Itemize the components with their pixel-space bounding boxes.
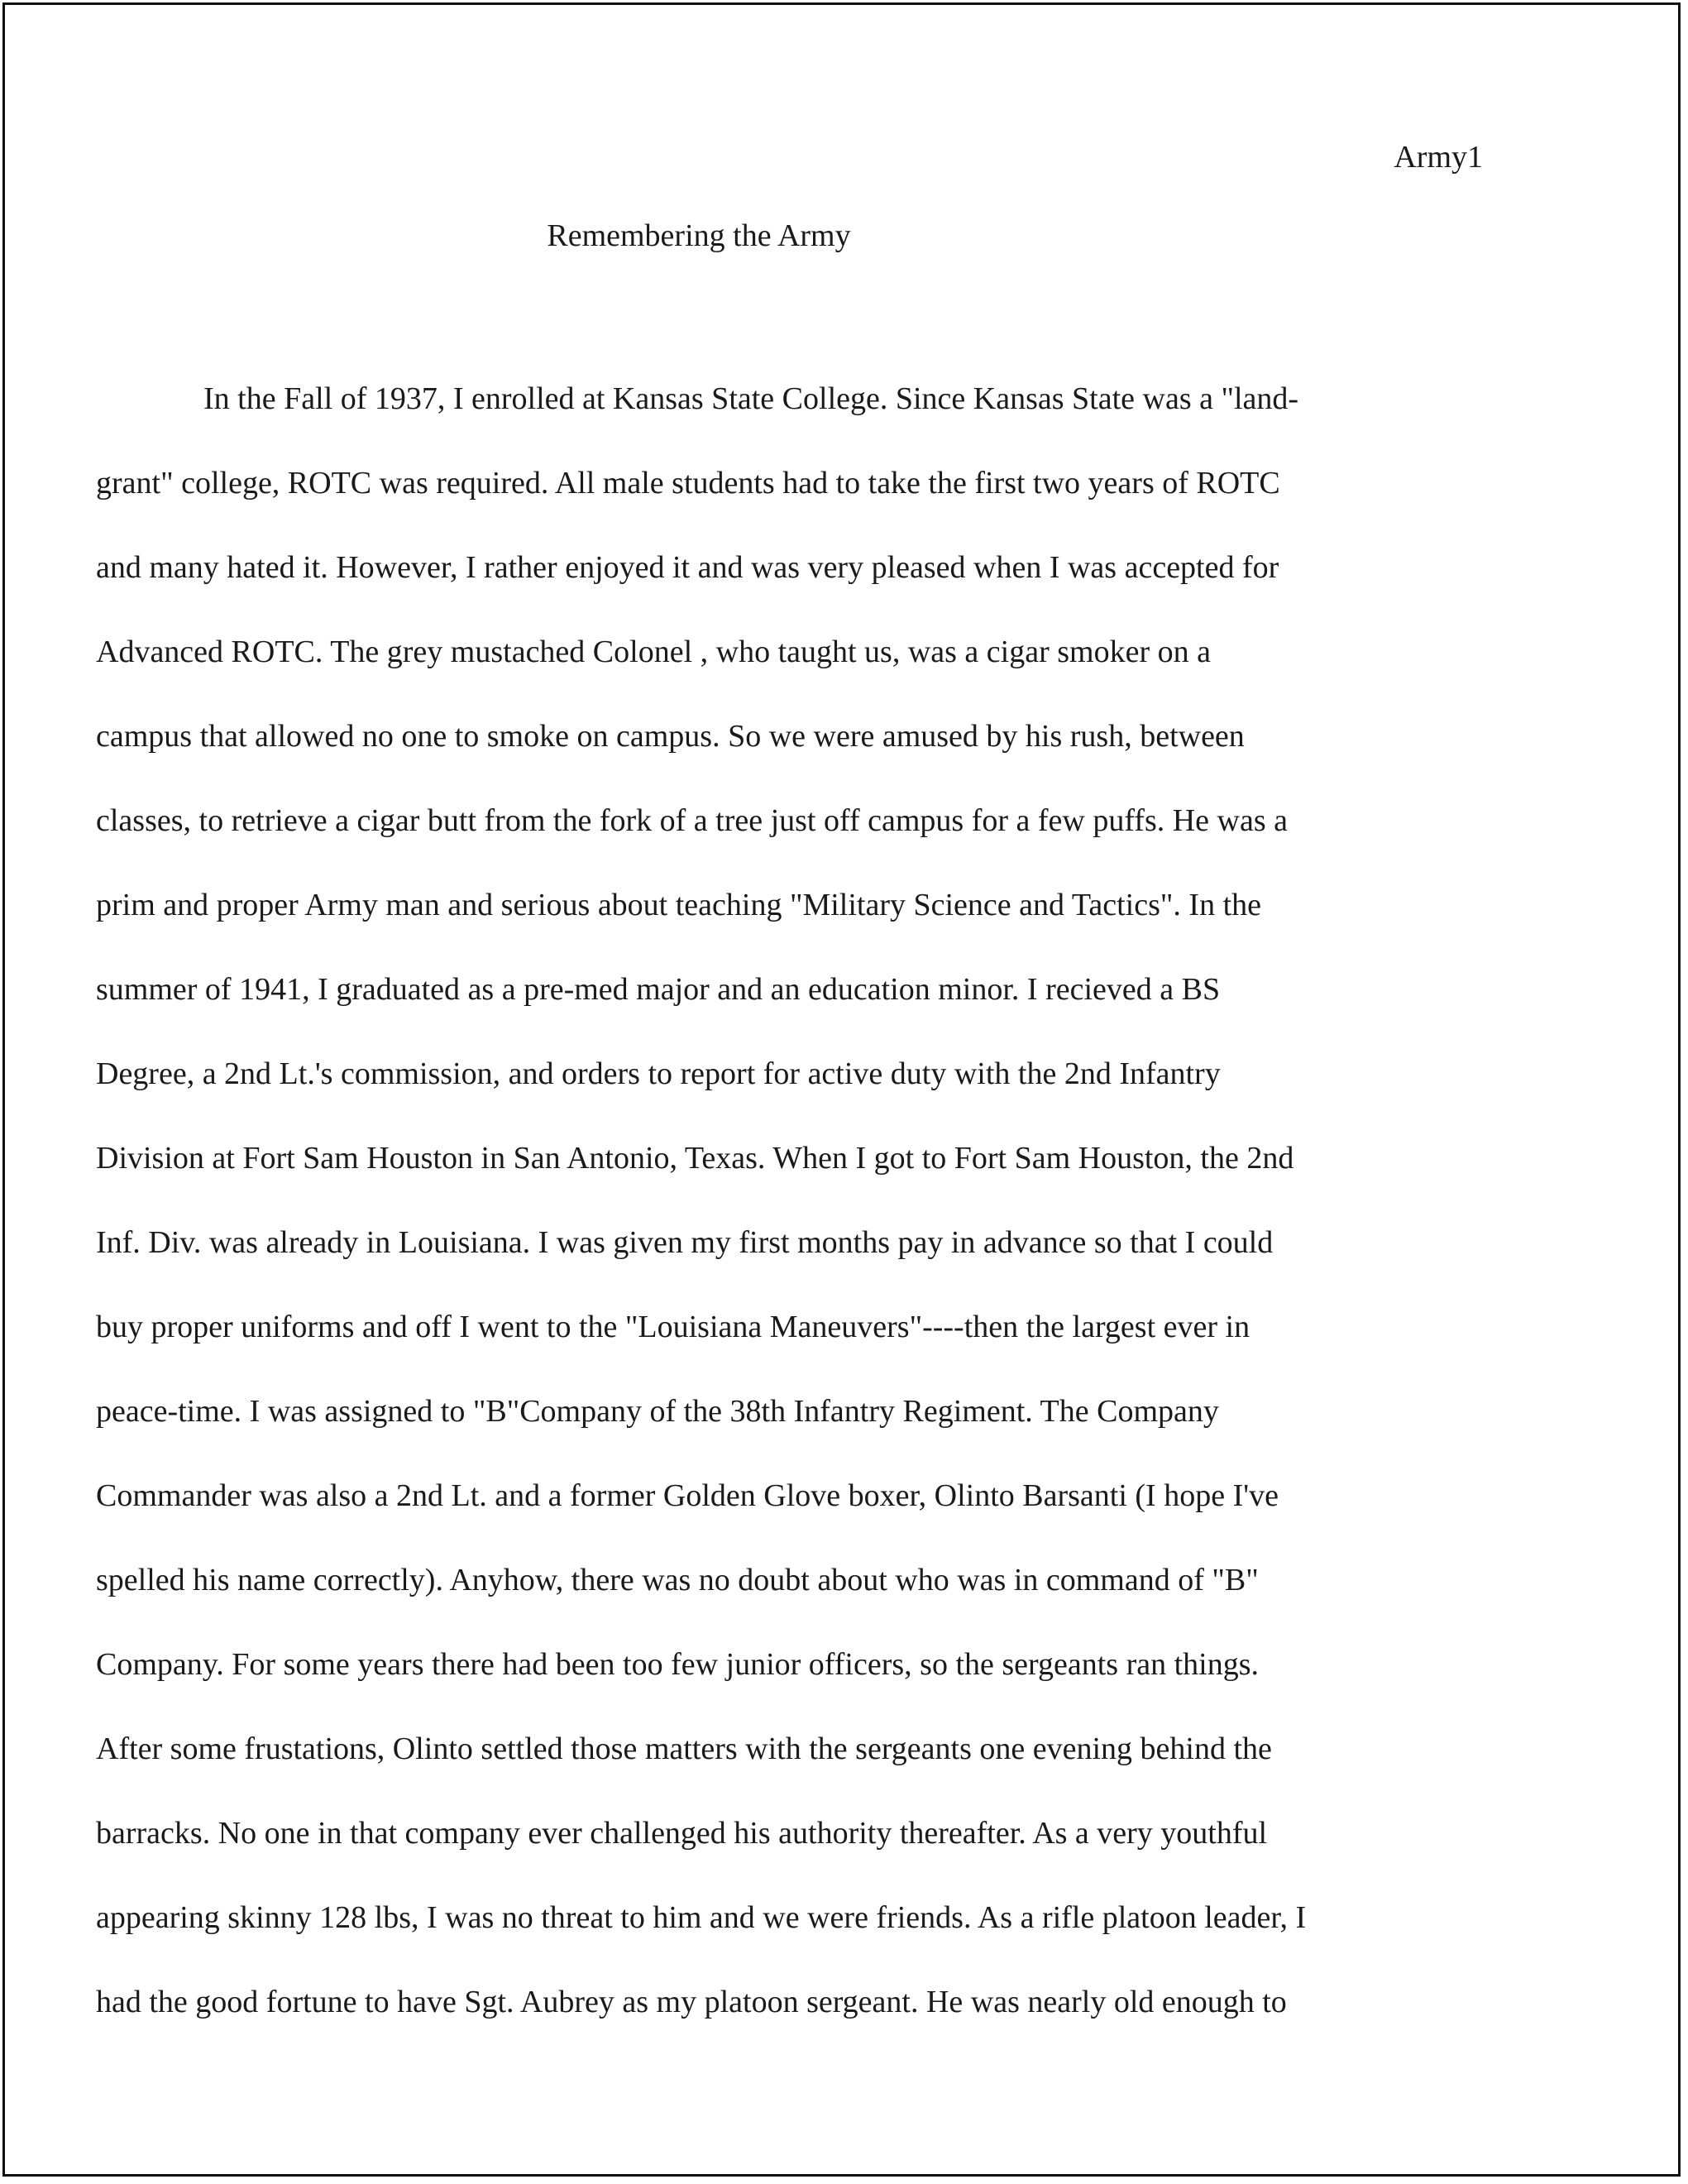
text-line: summer of 1941, I graduated as a pre-med major and an education minor. I recieved a BS [96,972,1221,1007]
text-line: Advanced ROTC. The grey mustached Colonel , who taught us, was a cigar smoker on a [96,635,1211,669]
text-line: prim and proper Army man and serious about teaching "Military Science and Tactics". In the [96,888,1261,922]
text-line: buy proper uniforms and off I went to the "Louisiana Maneuvers"----then the largest ever in [96,1310,1250,1344]
body-text [96,379,1502,2067]
document-title: Remembering the Army [547,218,851,253]
text-line: Inf. Div. was already in Louisiana. I was given my first months pay in advance so that I could [96,1225,1274,1260]
text-line: classes, to retrieve a cigar butt from the fork of a tree just off campus for a few puffs. He was a [96,803,1289,838]
text-line: peace-time. I was assigned to "B"Company of the 38th Infantry Regiment. The Company [96,1394,1219,1429]
text-line: had the good fortune to have Sgt. Aubrey as my platoon sergeant. He was nearly old enough to [96,1985,1287,2019]
text-line: campus that allowed no one to smoke on campus. So we were amused by his rush, between [96,719,1245,754]
page [2,2,1681,2177]
text-line: Company. For some years there had been too few junior officers, so the sergeants ran things. [96,1647,1259,1682]
text-line: grant" college, ROTC was required. All male students had to take the first two years of ROTC [96,466,1280,500]
text-line: appearing skinny 128 lbs, I was no threat to him and we were friends. As a rifle platoon leader, I [96,1900,1307,1935]
text-line: and many hated it. However, I rather enjoyed it and was very pleased when I was accepted for [96,550,1279,585]
text-line: After some frustations, Olinto settled those matters with the sergeants one evening behind the [96,1731,1272,1766]
text-line: Commander was also a 2nd Lt. and a former Golden Glove boxer, Olinto Barsanti (I hope I've [96,1478,1279,1513]
page-header: Army1 [1394,140,1483,175]
text-line: spelled his name correctly). Anyhow, there was no doubt about who was in command of "B" [96,1563,1259,1597]
text-line: Division at Fort Sam Houston in San Antonio, Texas. When I got to Fort Sam Houston, the 2nd [96,1141,1294,1176]
text-line: Degree, a 2nd Lt.'s commission, and orders to report for active duty with the 2nd Infantry [96,1056,1221,1091]
text-line: barracks. No one in that company ever challenged his authority thereafter. As a very youthful [96,1816,1268,1851]
text-line: In the Fall of 1937, I enrolled at Kansas State College. Since Kansas State was a "land- [203,381,1299,416]
